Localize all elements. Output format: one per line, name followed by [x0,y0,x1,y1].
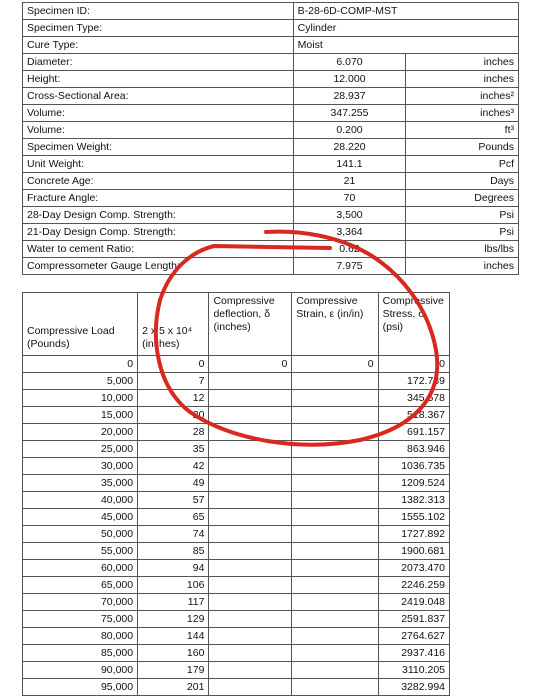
specimen-unit: inches² [406,88,519,105]
cell-deflection [209,373,292,390]
cell-deflection [209,424,292,441]
cell-load: 90,000 [23,662,138,679]
cell-deflection [209,679,292,696]
cell-strain [292,628,378,645]
results-row [23,441,450,458]
specimen-unit: Psi [406,207,519,224]
cell-deflection [209,560,292,577]
results-header-row [23,293,450,356]
specimen-unit: ft³ [406,122,519,139]
specimen-info-table [22,2,519,275]
cell-strain [292,424,378,441]
specimen-label: Fracture Angle: [23,190,294,207]
specimen-unit: inches [406,258,519,275]
cell-gauge: 7 [138,373,209,390]
cell-load: 25,000 [23,441,138,458]
cell-strain: 0 [292,356,378,373]
specimen-value: 3,364 [293,224,406,241]
specimen-row [23,71,519,88]
specimen-row [23,241,519,258]
results-row [23,492,450,509]
specimen-row [23,207,519,224]
cell-load: 55,000 [23,543,138,560]
cell-load: 10,000 [23,390,138,407]
cell-load: 15,000 [23,407,138,424]
cell-gauge: 35 [138,441,209,458]
specimen-label: Specimen ID: [23,3,294,20]
cell-strain [292,458,378,475]
results-row [23,543,450,560]
cell-stress: 2073.470 [378,560,449,577]
cell-stress: 0 [378,356,449,373]
cell-strain [292,509,378,526]
cell-gauge: 160 [138,645,209,662]
cell-strain [292,645,378,662]
cell-stress: 3110.205 [378,662,449,679]
cell-load: 0 [23,356,138,373]
header-strain: Compressive Strain, ε (in/in) [292,293,378,356]
specimen-value: 70 [293,190,406,207]
cell-gauge: 85 [138,543,209,560]
specimen-label: 28-Day Design Comp. Strength: [23,207,294,224]
cell-stress: 1555.102 [378,509,449,526]
cell-strain [292,441,378,458]
cell-stress: 1727.892 [378,526,449,543]
specimen-row [23,139,519,156]
results-row [23,424,450,441]
results-row [23,645,450,662]
cell-load: 60,000 [23,560,138,577]
cell-stress: 518.367 [378,407,449,424]
specimen-label: Concrete Age: [23,173,294,190]
cell-gauge: 117 [138,594,209,611]
cell-gauge: 129 [138,611,209,628]
results-row [23,594,450,611]
cell-stress: 1900.681 [378,543,449,560]
specimen-row [23,122,519,139]
results-row [23,356,450,373]
cell-strain [292,543,378,560]
specimen-label: Specimen Type: [23,20,294,37]
specimen-row [23,190,519,207]
results-row [23,679,450,696]
cell-gauge: 42 [138,458,209,475]
cell-strain [292,390,378,407]
specimen-row [23,3,519,20]
cell-gauge: 65 [138,509,209,526]
specimen-label: Cure Type: [23,37,294,54]
specimen-value: 347.255 [293,105,406,122]
cell-strain [292,492,378,509]
specimen-value: Cylinder [293,20,518,37]
specimen-row [23,88,519,105]
cell-load: 80,000 [23,628,138,645]
specimen-unit: inches [406,54,519,71]
specimen-row [23,156,519,173]
specimen-label: Volume: [23,122,294,139]
cell-strain [292,594,378,611]
results-row [23,373,450,390]
cell-gauge: 0 [138,356,209,373]
cell-deflection: 0 [209,356,292,373]
cell-strain [292,679,378,696]
cell-stress: 691.157 [378,424,449,441]
specimen-value: 0.200 [293,122,406,139]
cell-gauge: 28 [138,424,209,441]
cell-deflection [209,390,292,407]
cell-stress: 1036.735 [378,458,449,475]
specimen-unit: inches³ [406,105,519,122]
specimen-row [23,173,519,190]
cell-gauge: 12 [138,390,209,407]
header-deflection: Compressive deflection, δ (inches) [209,293,292,356]
results-row [23,407,450,424]
specimen-value: 12.000 [293,71,406,88]
cell-deflection [209,577,292,594]
specimen-unit: Pcf [406,156,519,173]
cell-strain [292,560,378,577]
cell-gauge: 144 [138,628,209,645]
cell-gauge: 57 [138,492,209,509]
specimen-label: Cross-Sectional Area: [23,88,294,105]
specimen-value: B-28-6D-COMP-MST [293,3,518,20]
specimen-value: 6.070 [293,54,406,71]
results-row [23,458,450,475]
cell-stress: 2591.837 [378,611,449,628]
results-row [23,577,450,594]
specimen-row [23,20,519,37]
specimen-unit: Degrees [406,190,519,207]
specimen-label: Compressometer Gauge Length: [23,258,294,275]
cell-deflection [209,458,292,475]
cell-stress: 172.789 [378,373,449,390]
specimen-label: Diameter: [23,54,294,71]
cell-stress: 1382.313 [378,492,449,509]
cell-gauge: 94 [138,560,209,577]
cell-stress: 863.946 [378,441,449,458]
cell-stress: 2764.627 [378,628,449,645]
results-row [23,560,450,577]
cell-load: 85,000 [23,645,138,662]
cell-load: 75,000 [23,611,138,628]
cell-gauge: 20 [138,407,209,424]
compression-results-table [22,292,450,696]
cell-load: 65,000 [23,577,138,594]
specimen-row [23,37,519,54]
cell-load: 95,000 [23,679,138,696]
cell-stress: 1209.524 [378,475,449,492]
specimen-row [23,105,519,122]
cell-deflection [209,611,292,628]
cell-deflection [209,407,292,424]
cell-stress: 2937.416 [378,645,449,662]
cell-deflection [209,509,292,526]
cell-deflection [209,441,292,458]
specimen-row [23,258,519,275]
results-row [23,509,450,526]
cell-strain [292,475,378,492]
specimen-value: 28.220 [293,139,406,156]
specimen-row [23,224,519,241]
results-row [23,662,450,679]
specimen-value: 21 [293,173,406,190]
cell-stress: 2419.048 [378,594,449,611]
cell-gauge: 49 [138,475,209,492]
cell-deflection [209,526,292,543]
cell-strain [292,526,378,543]
specimen-row [23,54,519,71]
specimen-value: 0.62 [293,241,406,258]
cell-load: 35,000 [23,475,138,492]
cell-gauge: 201 [138,679,209,696]
cell-stress: 345.578 [378,390,449,407]
cell-gauge: 106 [138,577,209,594]
cell-strain [292,662,378,679]
specimen-label: Height: [23,71,294,88]
cell-deflection [209,628,292,645]
cell-deflection [209,543,292,560]
cell-stress: 2246.259 [378,577,449,594]
results-row [23,628,450,645]
specimen-value: 141.1 [293,156,406,173]
header-load: Compressive Load (Pounds) [23,293,138,356]
cell-deflection [209,594,292,611]
specimen-label: Unit Weight: [23,156,294,173]
specimen-unit: Days [406,173,519,190]
cell-gauge: 179 [138,662,209,679]
specimen-value: 28.937 [293,88,406,105]
results-row [23,475,450,492]
cell-strain [292,611,378,628]
cell-strain [292,373,378,390]
specimen-label: Volume: [23,105,294,122]
cell-load: 40,000 [23,492,138,509]
cell-stress: 3282.994 [378,679,449,696]
cell-deflection [209,645,292,662]
specimen-label: Water to cement Ratio: [23,241,294,258]
cell-load: 20,000 [23,424,138,441]
results-row [23,390,450,407]
specimen-label: 21-Day Design Comp. Strength: [23,224,294,241]
specimen-value: 3,500 [293,207,406,224]
specimen-unit: inches [406,71,519,88]
specimen-unit: Psi [406,224,519,241]
specimen-label: Specimen Weight: [23,139,294,156]
cell-deflection [209,492,292,509]
specimen-value: 7.975 [293,258,406,275]
specimen-unit: lbs/lbs [406,241,519,258]
cell-strain [292,577,378,594]
cell-load: 70,000 [23,594,138,611]
specimen-unit: Pounds [406,139,519,156]
specimen-value: Moist [293,37,518,54]
cell-strain [292,407,378,424]
cell-load: 45,000 [23,509,138,526]
results-row [23,611,450,628]
cell-load: 30,000 [23,458,138,475]
cell-gauge: 74 [138,526,209,543]
results-row [23,526,450,543]
cell-load: 50,000 [23,526,138,543]
header-gauge: 2 x 5 x 10⁴ (inches) [138,293,209,356]
cell-load: 5,000 [23,373,138,390]
cell-deflection [209,475,292,492]
header-stress: Compressive Stress, σ (psi) [378,293,449,356]
cell-deflection [209,662,292,679]
